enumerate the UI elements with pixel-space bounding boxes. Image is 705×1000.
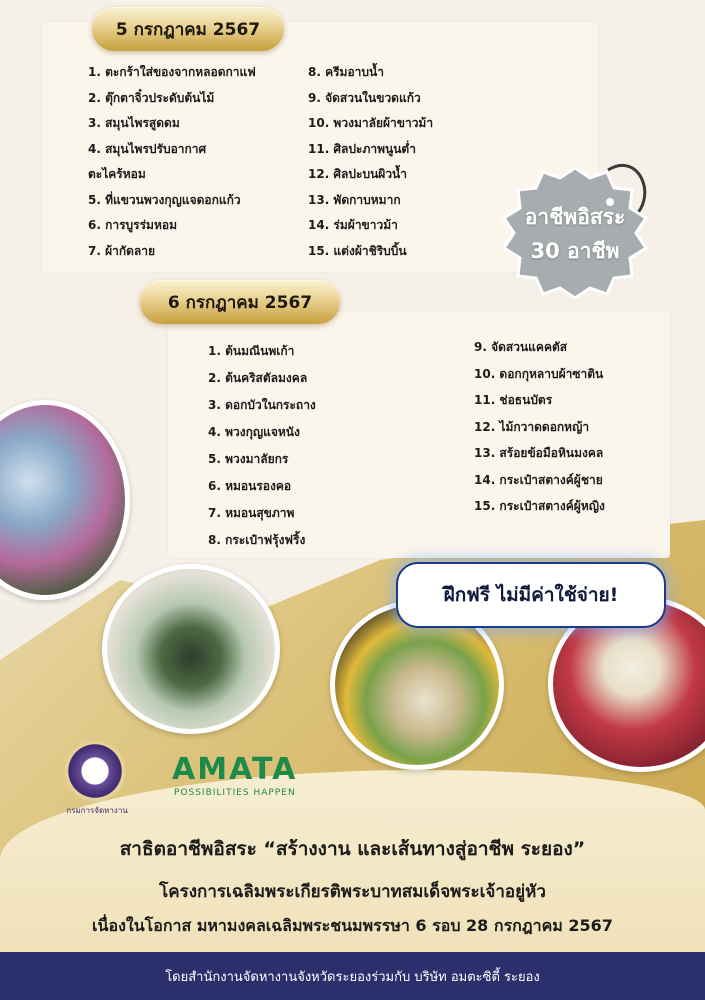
free-training-text: ฝึกฟรี ไม่มีค่าใช้จ่าย! — [443, 584, 619, 606]
section2-list-right — [474, 334, 605, 520]
list-item: 7. ผ้ากัดลาย — [88, 243, 156, 258]
section1-date-pill — [92, 7, 284, 51]
list-item: 5. ที่แขวนพวงกุญแจดอกแก้ว — [88, 192, 241, 207]
list-item: 3. สมุนไพรสูดดม — [88, 116, 180, 130]
list-item: 14. กระเป๋าสตางค์ผู้ชาย — [474, 472, 603, 487]
department-seal-logo — [64, 740, 126, 802]
free-training-badge — [396, 562, 666, 628]
list-item: 1. ตะกร้าใส่ของจากหลอดกาแฟ — [88, 65, 256, 79]
list-item: 13. สร้อยข้อมือหินมงคล — [474, 446, 604, 460]
tag-line1: อาชีพอิสระ — [524, 205, 626, 229]
list-item: 5. พวงมาลัยกร — [208, 452, 289, 466]
list-item: 15. แต่งผ้าชิริบบิ้น — [308, 243, 407, 258]
list-item: 9. จัดสวนในขวดแก้ว — [308, 90, 421, 105]
list-item: 4. พวงกุญแจหนัง — [208, 425, 300, 439]
career-count-tag — [490, 160, 685, 310]
list-item: 14. ร่มผ้าขาวม้า — [308, 218, 398, 232]
section1-date: 5 กรกฎาคม 2567 — [115, 19, 261, 40]
list-item: 2. ต้นคริสตัลมงคล — [208, 371, 308, 385]
section2-date: 6 กรกฎาคม 2567 — [167, 292, 313, 313]
amata-tagline: POSSIBILITIES HAPPEN — [174, 788, 296, 798]
list-item: 3. ดอกบัวในกระถาง — [208, 398, 316, 412]
headline-line3: เนื่องในโอกาส มหามงคลเฉลิมพระชนมพรรษา 6 รอบ 28 กรกฎาคม 2567 — [92, 916, 613, 935]
headline-line1: สาธิตอาชีพอิสระ “สร้างงาน และเส้นทางสู่อาชีพ ระยอง” — [119, 838, 586, 860]
list-item: 6. การบูรร่มหอม — [88, 218, 177, 232]
list-item: 8. ครีมอาบน้ำ — [308, 65, 384, 79]
amata-logo: AMATA — [172, 752, 298, 787]
list-item: 11. ช่อธนบัตร — [474, 393, 553, 407]
list-item: 9. จัดสวนแคคตัส — [474, 340, 568, 354]
list-item: 6. หมอนรองคอ — [208, 479, 292, 493]
tag-text — [490, 200, 660, 268]
list-item: 15. กระเป๋าสตางค์ผู้หญิง — [474, 499, 605, 513]
list-item: ตะไคร้หอม — [88, 167, 146, 181]
list-item: 4. สมุนไพรปรับอากาศ — [88, 141, 207, 156]
list-item: 13. พัดกาบหมาก — [308, 192, 401, 207]
list-item: 1. ต้นมณีนพเก้า — [208, 344, 295, 358]
list-item: 12. ไม้กวาดดอกหญ้า — [474, 419, 590, 434]
list-item: 8. กระเป๋าฟรุ้งฟริ้ง — [208, 533, 306, 547]
section1-list-left — [88, 60, 256, 264]
footer-text: โดยสำนักงานจัดหางานจังหวัดระยองร่วมกับ บริษัท อมตะซิตี้ ระยอง — [165, 969, 540, 985]
department-seal-text: กรมการจัดหางาน — [66, 806, 128, 815]
list-item: 7. หมอนสุขภาพ — [208, 506, 295, 520]
tag-line2: 30 อาชีพ — [530, 239, 620, 263]
list-item: 11. ศิลปะภาพนูนต่ำ — [308, 141, 416, 156]
section1-list-right — [308, 60, 433, 264]
list-item: 12. ศิลปะบนผิวน้ำ — [308, 167, 407, 181]
list-item: 10. ดอกกุหลาบผ้าซาติน — [474, 366, 604, 381]
list-item: 2. ตุ๊กตาจิ๋วประดับต้นไม้ — [88, 90, 215, 105]
terrarium-photo — [102, 564, 280, 734]
list-item: 10. พวงมาลัยผ้าขาวม้า — [308, 116, 434, 130]
footer-bar — [0, 952, 705, 1000]
section2-date-pill — [140, 280, 340, 324]
headline-line2: โครงการเฉลิมพระเกียรติพระบาทสมเด็จพระเจ้าอยู่หัว — [159, 882, 546, 902]
section2-list-left — [208, 338, 316, 554]
